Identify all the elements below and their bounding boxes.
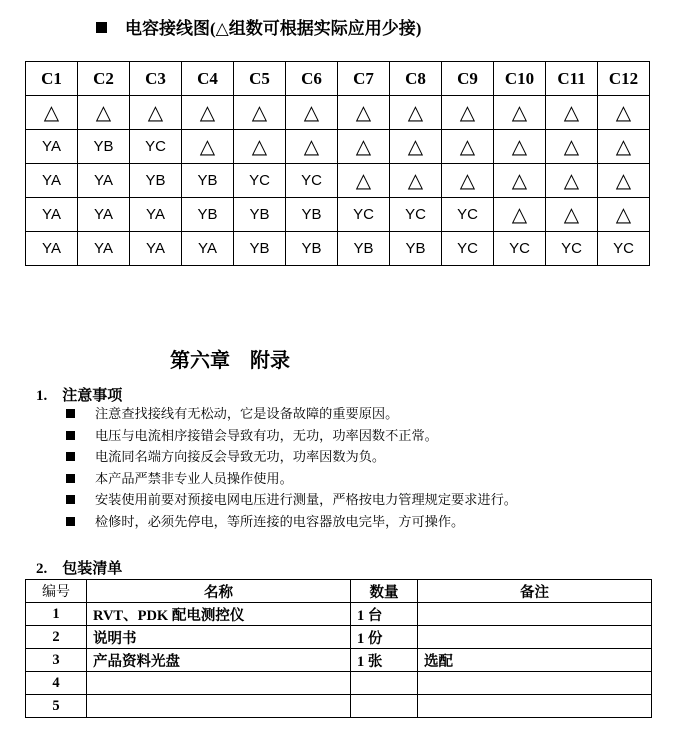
wiring-row [26,130,650,164]
item-quantity: 1 张 [351,649,418,672]
notes-list [66,404,517,533]
wye-cell: YB [182,164,234,198]
wye-cell: YA [130,232,182,266]
delta-cell: △ [338,130,390,164]
wye-cell: YB [286,232,338,266]
wye-cell: YA [26,232,78,266]
delta-cell: △ [598,96,650,130]
wye-cell: YB [338,232,390,266]
item-number: 1 [26,603,87,626]
square-bullet-icon [96,22,107,33]
wye-cell: YB [130,164,182,198]
packing-row [26,603,652,626]
delta-cell: △ [390,130,442,164]
item-remark: 选配 [418,649,652,672]
item-number: 5 [26,695,87,718]
wye-cell: YC [442,198,494,232]
wye-cell: YB [182,198,234,232]
column-header: C7 [338,62,390,96]
packing-heading: 2. 包装清单 [36,561,123,577]
wiring-section-title [96,14,421,39]
wye-cell: YA [78,164,130,198]
delta-cell: △ [598,164,650,198]
header-name: 名称 [87,580,351,603]
wye-cell: YA [182,232,234,266]
delta-cell: △ [546,164,598,198]
delta-cell: △ [390,96,442,130]
item-remark [418,626,652,649]
delta-cell: △ [442,164,494,198]
note-item [66,404,517,426]
wye-cell: YA [78,198,130,232]
note-item [66,426,517,448]
delta-cell: △ [494,130,546,164]
note-text: 电流同名端方向接反会导致无功，功率因数为负。 [95,450,386,465]
item-quantity: 1 台 [351,603,418,626]
delta-cell: △ [78,96,130,130]
chapter-title: 第六章 附录 [170,350,290,372]
item-name [87,695,351,718]
delta-cell: △ [234,96,286,130]
wye-cell: YC [130,130,182,164]
delta-cell: △ [182,130,234,164]
item-name: 说明书 [87,626,351,649]
column-header: C11 [546,62,598,96]
note-item [66,469,517,491]
wye-cell: YA [26,164,78,198]
square-bullet-icon [66,517,75,526]
wiring-row [26,232,650,266]
delta-cell: △ [598,130,650,164]
item-number: 3 [26,649,87,672]
delta-cell: △ [286,96,338,130]
delta-cell: △ [494,96,546,130]
delta-cell: △ [494,198,546,232]
capacitor-wiring-table [25,61,650,266]
wye-cell: YB [234,198,286,232]
wye-cell: YA [26,198,78,232]
item-quantity: 1 份 [351,626,418,649]
wye-cell: YA [130,198,182,232]
packing-row [26,695,652,718]
item-remark [418,672,652,695]
delta-cell: △ [442,130,494,164]
column-header: C5 [234,62,286,96]
note-item [66,447,517,469]
wiring-title-text: 电容接线图(△组数可根据实际应用少接) [125,19,422,38]
item-quantity [351,695,418,718]
notes-heading: 1. 注意事项 [36,388,123,404]
wiring-row [26,96,650,130]
column-header: C2 [78,62,130,96]
column-header: C1 [26,62,78,96]
delta-cell: △ [390,164,442,198]
wye-cell: YC [234,164,286,198]
item-name: RVT、PDK 配电测控仪 [87,603,351,626]
delta-cell: △ [546,130,598,164]
note-text: 检修时，必须先停电，等所连接的电容器放电完毕，方可操作。 [95,514,465,530]
header-number: 编号 [26,580,87,603]
item-remark [418,695,652,718]
delta-cell: △ [338,96,390,130]
column-header: C4 [182,62,234,96]
column-header: C10 [494,62,546,96]
delta-cell: △ [234,130,286,164]
note-item [66,512,517,534]
item-name [87,672,351,695]
wye-cell: YB [390,232,442,266]
delta-cell: △ [598,198,650,232]
delta-cell: △ [442,96,494,130]
wye-cell: YC [286,164,338,198]
wiring-row [26,164,650,198]
delta-cell: △ [26,96,78,130]
wye-cell: YB [234,232,286,266]
delta-cell: △ [182,96,234,130]
packing-list-table [25,579,652,718]
delta-cell: △ [130,96,182,130]
note-text: 电压与电流相序接错会导致有功，无功，功率因数不正常。 [95,428,438,444]
note-text: 注意查找接线有无松动，它是设备故障的重要原因。 [95,407,399,422]
delta-cell: △ [286,130,338,164]
packing-row [26,672,652,695]
delta-cell: △ [546,198,598,232]
item-quantity [351,672,418,695]
column-header: C12 [598,62,650,96]
note-text: 本产品严禁非专业人员操作使用。 [95,471,293,487]
wye-cell: YB [78,130,130,164]
column-header: C9 [442,62,494,96]
wye-cell: YA [78,232,130,266]
square-bullet-icon [66,452,75,461]
square-bullet-icon [66,474,75,483]
note-text: 安装使用前要对预接电网电压进行测量，严格按电力管理规定要求进行。 [95,493,517,508]
header-remark: 备注 [418,580,652,603]
wye-cell: YC [598,232,650,266]
header-quantity: 数量 [351,580,418,603]
item-number: 2 [26,626,87,649]
wye-cell: YB [286,198,338,232]
wiring-header-row [26,62,650,96]
item-number: 4 [26,672,87,695]
wye-cell: YC [494,232,546,266]
item-name: 产品资料光盘 [87,649,351,672]
square-bullet-icon [66,431,75,440]
note-item [66,490,517,512]
delta-cell: △ [546,96,598,130]
wye-cell: YC [338,198,390,232]
delta-cell: △ [494,164,546,198]
square-bullet-icon [66,409,75,418]
packing-row [26,626,652,649]
delta-cell: △ [338,164,390,198]
square-bullet-icon [66,495,75,504]
column-header: C6 [286,62,338,96]
wye-cell: YC [390,198,442,232]
wye-cell: YA [26,130,78,164]
packing-row [26,649,652,672]
packing-header-row [26,580,652,603]
wye-cell: YC [546,232,598,266]
wye-cell: YC [442,232,494,266]
column-header: C3 [130,62,182,96]
column-header: C8 [390,62,442,96]
item-remark [418,603,652,626]
wiring-row [26,198,650,232]
